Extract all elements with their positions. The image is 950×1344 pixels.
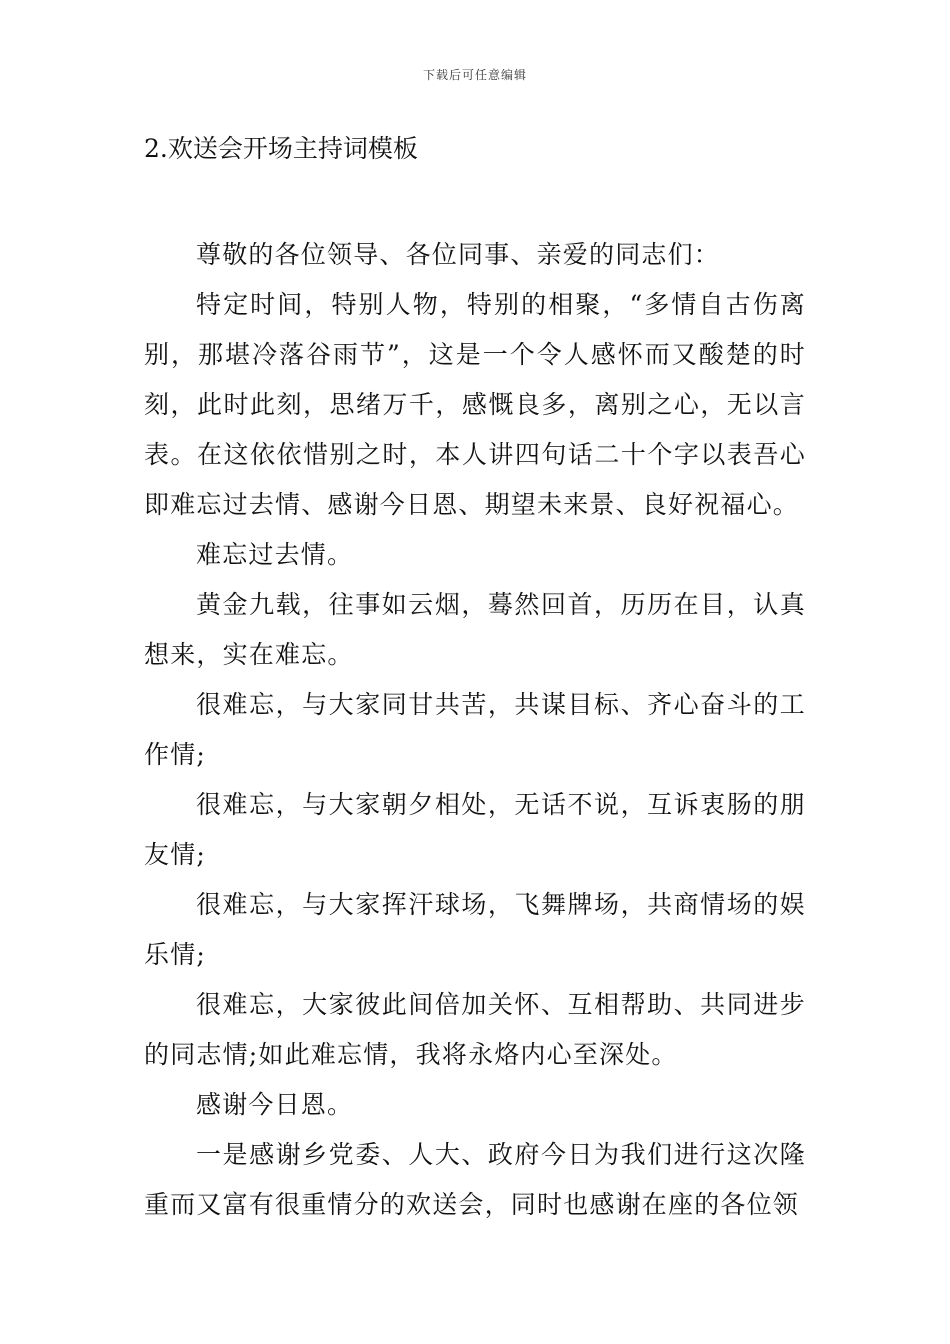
document-body: [144, 230, 806, 1230]
paragraph: 尊敬的各位领导、各位同事、亲爱的同志们：: [196, 240, 721, 269]
paragraph: 难忘过去情。: [196, 540, 354, 569]
paragraph: 感谢今日恩。: [196, 1090, 354, 1119]
paragraph: 特定时间，特别人物，特别的相聚，“多情自古伤离别，那堪冷落谷雨节”，这是一个令人感怀而又酸楚的时刻，此时此刻，思绪万千，感慨良多，离别之心，无以言表。在这依依惜别之时，本人讲四句话二十个字以表吾心即难忘过去情、感谢今日恩、期望未来景、良好祝福心。: [144, 290, 806, 519]
paragraph: 很难忘，与大家同甘共苦，共谋目标、齐心奋斗的工作情;: [144, 690, 806, 769]
paragraph: 黄金九载，往事如云烟，蓦然回首，历历在目，认真想来，实在难忘。: [144, 590, 806, 669]
paragraph: 很难忘，与大家挥汗球场，飞舞牌场，共商情场的娱乐情;: [144, 890, 806, 969]
paragraph: 很难忘，大家彼此间倍加关怀、互相帮助、共同进步的同志情;如此难忘情，我将永烙内心至深处。: [144, 990, 806, 1069]
paragraph: 一是感谢乡党委、人大、政府今日为我们进行这次隆重而又富有很重情分的欢送会，同时也感谢在座的各位领: [144, 1140, 806, 1219]
document-title: 2.欢送会开场主持词模板: [144, 134, 418, 163]
page-header-note: 下载后可任意编辑: [422, 68, 527, 82]
paragraph: 很难忘，与大家朝夕相处，无话不说，互诉衷肠的朋友情;: [144, 790, 806, 869]
